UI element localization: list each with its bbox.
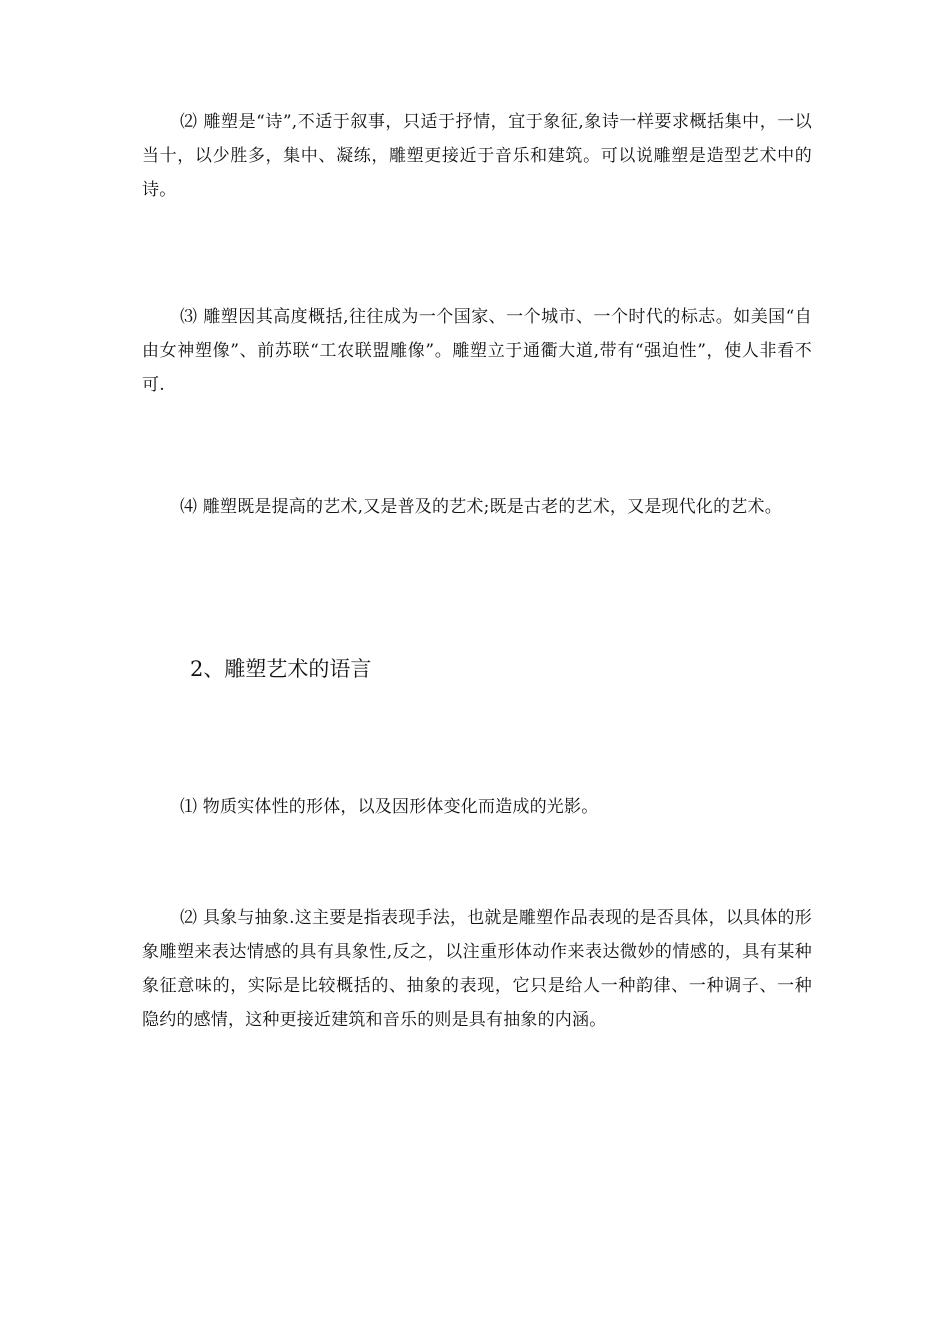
paragraph-art-nature: ⑷ 雕塑既是提高的艺术,又是普及的艺术;既是古老的艺术，又是现代化的艺术。 bbox=[180, 497, 782, 517]
paragraph-form-light: ⑴ 物质实体性的形体，以及因形体变化而造成的光影。 bbox=[180, 797, 599, 817]
section-heading: 2、雕塑艺术的语言 bbox=[190, 657, 372, 681]
paragraph-poetry: ⑵ 雕塑是“诗”,不适于叙事，只适于抒情，宜于象征,象诗一样要求概括集中，一以当十，以少胜多，集中、凝练，雕塑更接近于音乐和建筑。可以说雕塑是造型艺术中的诗。 bbox=[142, 112, 812, 200]
paragraph-concrete-abstract: ⑵ 具象与抽象.这主要是指表现手法，也就是雕塑作品表现的是否具体，以具体的形象雕塑来表达情感的具有具象性,反之，以注重形体动作来表达微妙的情感的，具有某种象征意味的，实际是比较概括的、抽象的表现，它只是给人一种韵律、一种调子、一种隐约的感情，这种更接近建筑和音乐的则是具有抽象的内涵。 bbox=[142, 908, 812, 1030]
paragraph-symbol: ⑶ 雕塑因其高度概括,往往成为一个国家、一个城市、一个时代的标志。如美国“自由女神塑像”、前苏联“工农联盟雕像”。雕塑立于通衢大道,带有“强迫性”，使人非看不可. bbox=[142, 307, 812, 395]
